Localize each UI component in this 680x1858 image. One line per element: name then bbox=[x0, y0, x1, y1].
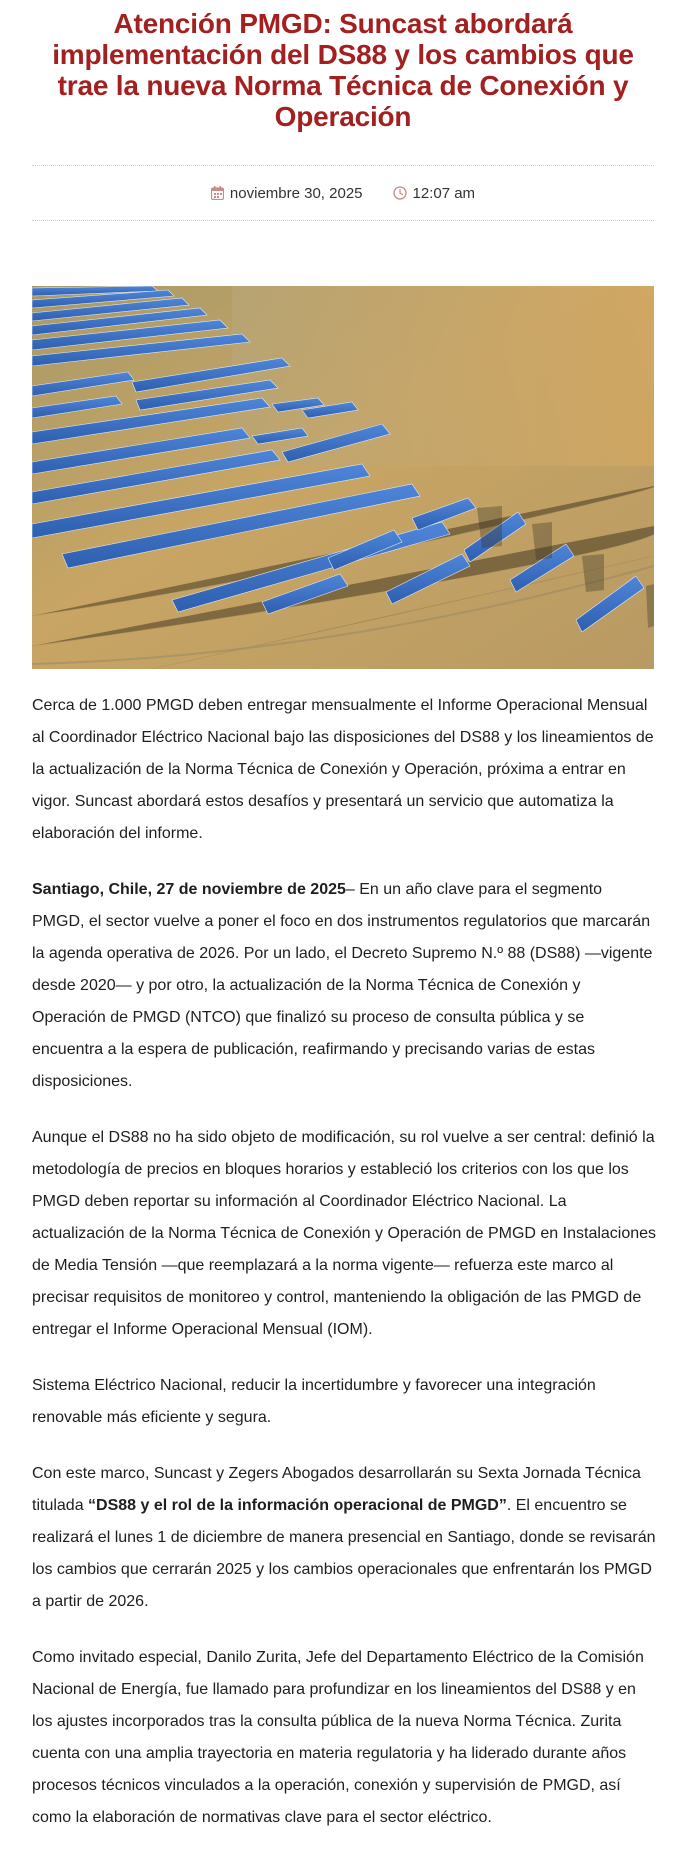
article-date: noviembre 30, 2025 bbox=[229, 184, 363, 202]
clock-icon bbox=[393, 186, 407, 200]
calendar-icon bbox=[211, 186, 224, 200]
article-meta bbox=[32, 165, 654, 221]
event-title: “DS88 y el rol de la información operacional de PMGD” bbox=[88, 1497, 507, 1514]
paragraph-5-text: . El encuentro se realizará el lunes 1 de diciembre de manera presencial en Santiago, donde se revisarán los cambios que cerrarán 2025 y los cambios operacionales que enfrentarán los PMGD a partir de 2026. bbox=[32, 1497, 656, 1610]
article-time: 12:07 am bbox=[412, 184, 476, 202]
dateline: Santiago, Chile, 27 de noviembre de 2025 bbox=[32, 881, 346, 898]
paragraph-6: Como invitado especial, Danilo Zurita, Jefe del Departamento Eléctrico de la Comisión Nacional de Energía, fue llamado para profundizar en los lineamientos del DS88 y en los ajustes incorporados tras la consulta pública de la nueva Norma Técnica. Zurita cuenta con una amplia trayectoria en materia regulatoria y ha liderado durante años procesos técnicos vinculados a la operación, conexión y supervisión de PMGD, así como la elaboración de normativas clave para el sector eléctrico. bbox=[32, 1649, 644, 1826]
paragraph-2 bbox=[32, 874, 658, 1098]
paragraph-5 bbox=[32, 1458, 658, 1618]
article-title: Atención PMGD: Suncast abordará implementación del DS88 y los cambios que trae la nueva Norma Técnica de Conexión y Operación bbox=[52, 8, 634, 132]
paragraph-5-intro: Con este marco, Suncast y Zegers Abogados desarrollarán su Sexta Jornada Técnica titulada bbox=[32, 1465, 641, 1514]
paragraph-2-text: – En un año clave para el segmento PMGD, el sector vuelve a poner el foco en dos instrumentos regulatorios que marcarán la agenda operativa de 2026. Por un lado, el Decreto Supremo N.º 88 (DS88) —vigente desde 2020— y por otro, la actualización de la Norma Técnica de Conexión y Operación de PMGD (NTCO) que finalizó su proceso de consulta pública y se encuentra a la espera de publicación, reafirmando y precisando varias de estas disposiciones. bbox=[32, 881, 653, 1090]
hero-image bbox=[32, 286, 654, 669]
article-body bbox=[32, 690, 658, 1858]
paragraph-4: Sistema Eléctrico Nacional, reducir la incertidumbre y favorecer una integración renovable más eficiente y segura. bbox=[32, 1377, 596, 1426]
paragraph-3: Aunque el DS88 no ha sido objeto de modificación, su rol vuelve a ser central: definió la metodología de precios en bloques horarios y estableció los criterios con los que los PMGD deben reportar su información al Coordinador Eléctrico Nacional. La actualización de la Norma Técnica de Conexión y Operación de PMGD en Instalaciones de Media Tensión —que reemplazará a la norma vigente— refuerza este marco al precisar requisitos de monitoreo y control, manteniendo la obligación de las PMGD de entregar el Informe Operacional Mensual (IOM). bbox=[32, 1129, 657, 1338]
lead-paragraph: Cerca de 1.000 PMGD deben entregar mensualmente el Informe Operacional Mensual al Coordinador Eléctrico Nacional bajo las disposiciones del DS88 y los lineamientos de la actualización de la Norma Técnica de Conexión y Operación, próxima a entrar en vigor. Suncast abordará estos desafíos y presentará un servicio que automatiza la elaboración del informe. bbox=[32, 697, 654, 842]
time-meta bbox=[393, 185, 476, 202]
date-meta bbox=[211, 185, 363, 202]
